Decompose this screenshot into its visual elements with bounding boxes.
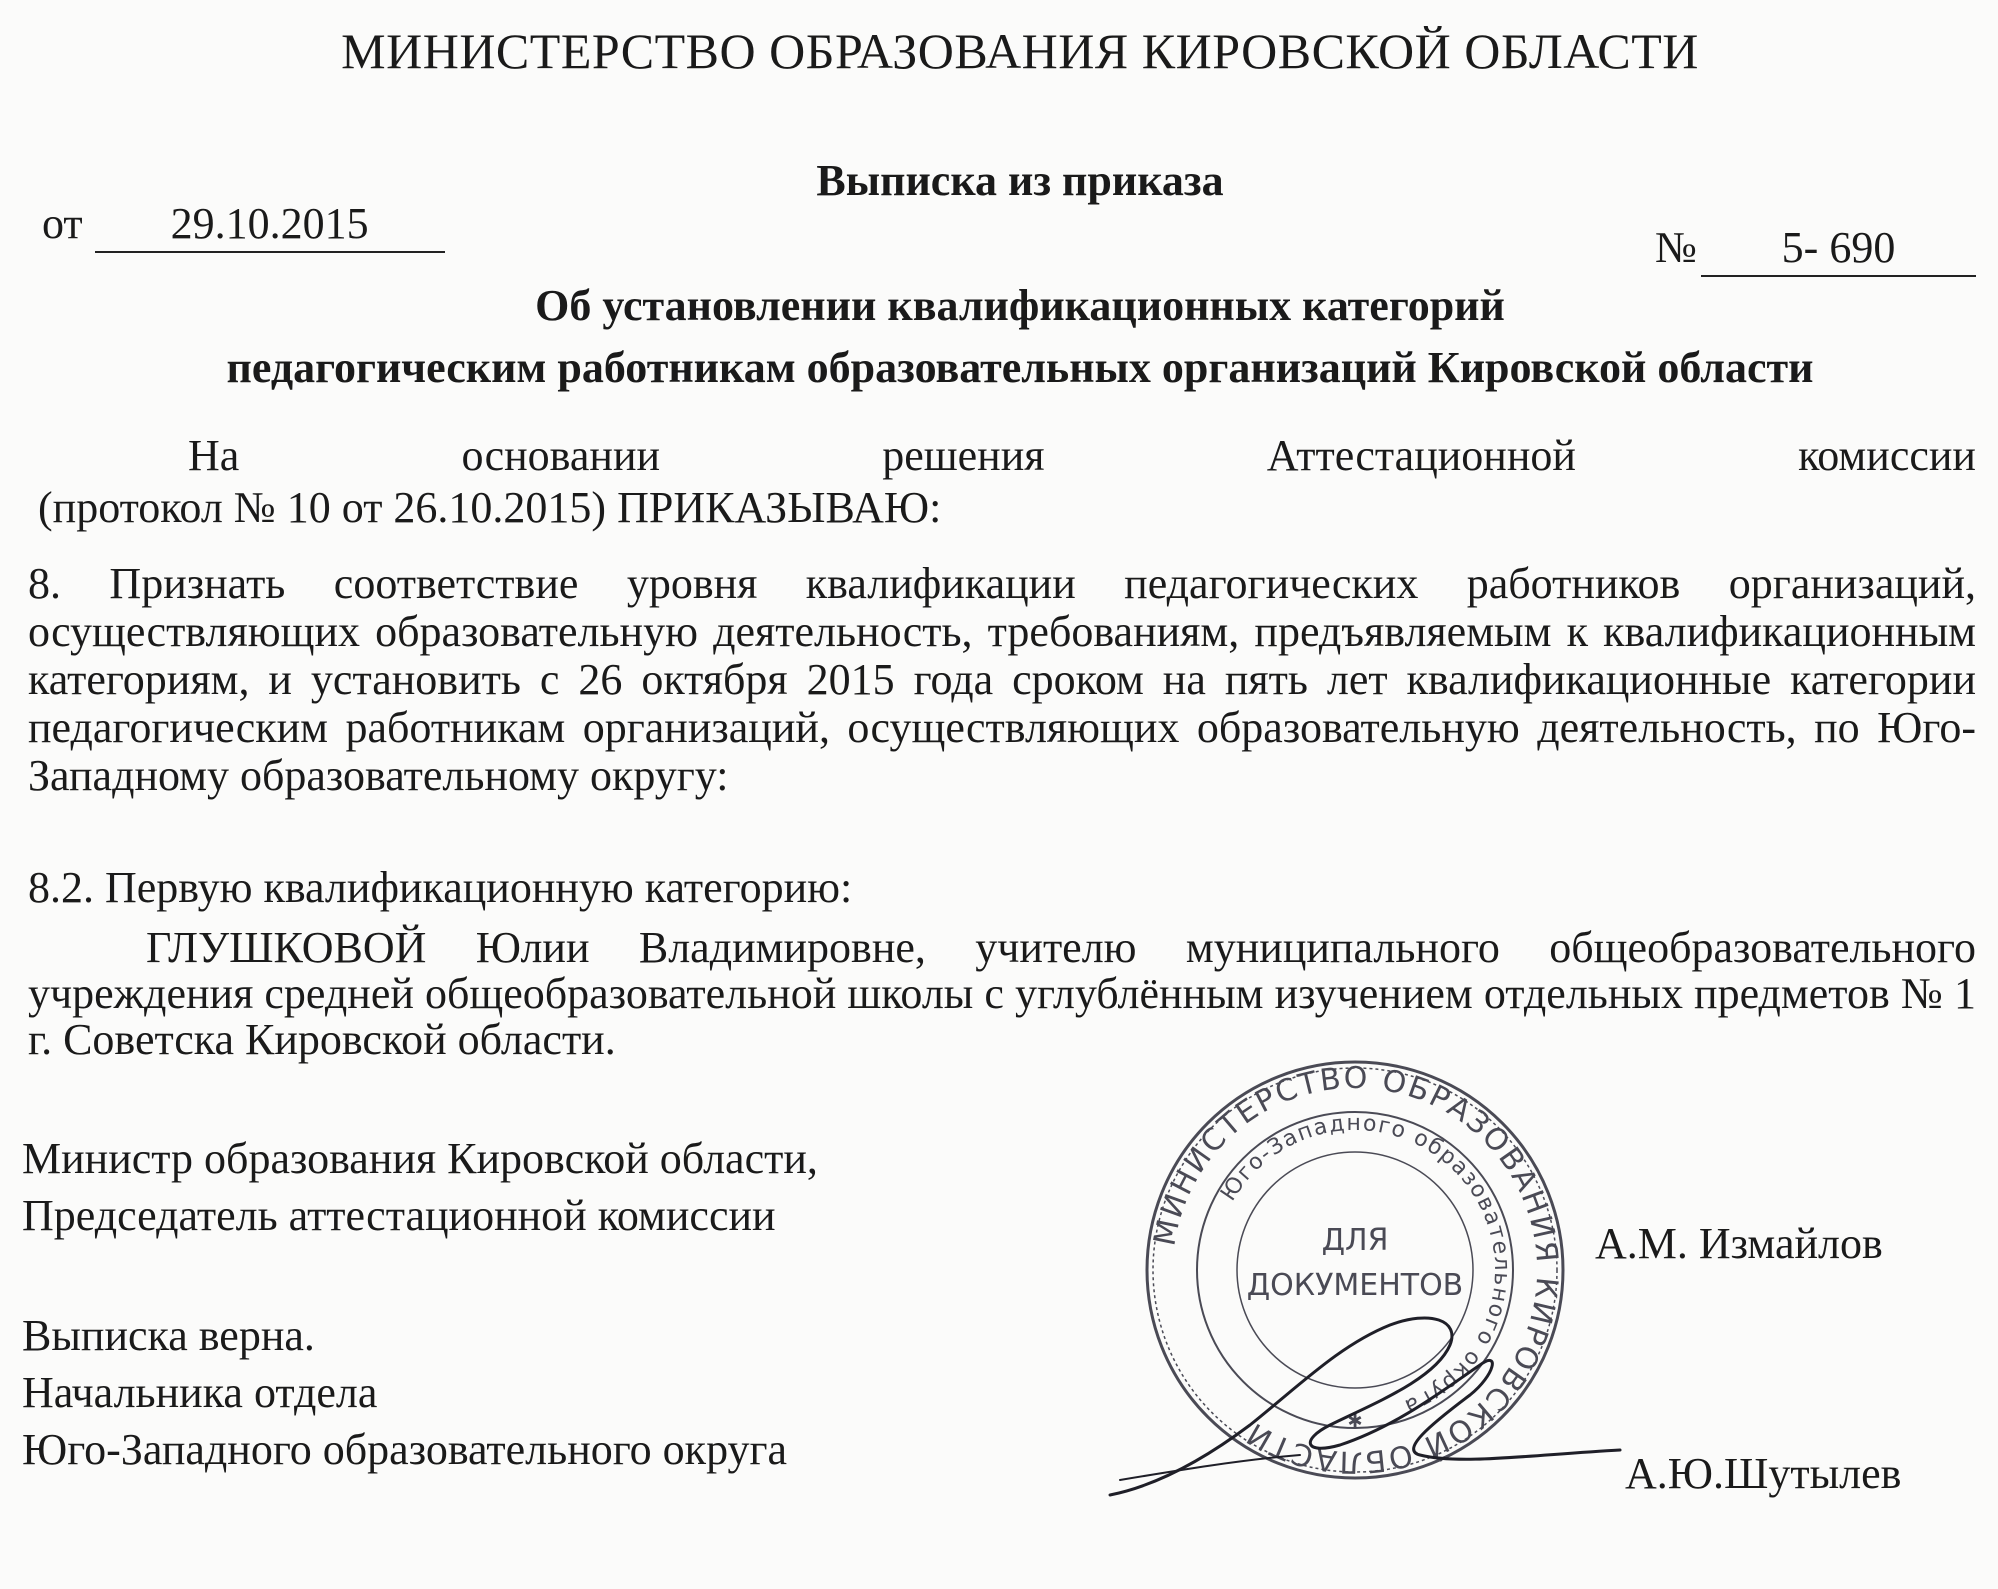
minister-title-2: Председатель аттестационной комиссии	[22, 1191, 776, 1240]
minister-name: А.М. Измайлов	[1595, 1219, 1883, 1268]
order-date-row	[42, 198, 445, 253]
paragraph-8-2: 8.2. Первую квалификационную категорию:	[28, 863, 853, 912]
order-subject	[0, 275, 1998, 399]
basis-word: комиссии	[1798, 431, 1976, 480]
stamp-outer-text: МИНИСТЕРСТВО ОБРАЗОВАНИЯ КИРОВСКОЙ ОБЛАСТИ	[1147, 1060, 1565, 1480]
basis-word: Аттестационной	[1266, 431, 1576, 480]
verification-note: Выписка верна.	[22, 1311, 315, 1360]
stamp-center-line-2: ДОКУМЕНТОВ	[1246, 1268, 1464, 1303]
verification-block	[22, 1307, 787, 1478]
verifier-title-1: Начальника отдела	[22, 1368, 378, 1417]
basis-word: На	[188, 431, 240, 480]
subject-line-2: педагогическим работникам образовательных организаций Кировской области	[226, 343, 1814, 392]
subject-line-1: Об установлении квалификационных категорий	[535, 281, 1505, 330]
document-type-title: Выписка из приказа	[816, 156, 1224, 205]
minister-signature-block	[22, 1130, 818, 1244]
order-number-row	[1655, 222, 1976, 277]
stamp-center-line-1: ДЛЯ	[1321, 1223, 1389, 1258]
date-prefix: от	[42, 199, 83, 248]
basis-word: решения	[882, 431, 1045, 480]
stamp-inner-text: Юго-Западного образовательного округа	[1216, 1110, 1515, 1420]
stamp-star-icon: ✱	[1347, 1411, 1363, 1432]
order-date: 29.10.2015	[95, 198, 445, 253]
order-number: 5- 690	[1701, 222, 1976, 277]
number-prefix: №	[1655, 223, 1697, 272]
protocol-line: (протокол № 10 от 26.10.2015) ПРИКАЗЫВАЮ:	[38, 483, 942, 532]
minister-title-1: Министр образования Кировской области,	[22, 1134, 818, 1183]
verifier-title-2: Юго-Западного образовательного округа	[22, 1425, 788, 1474]
verifier-name: А.Ю.Шутылев	[1625, 1449, 1902, 1498]
person-entry: ГЛУШКОВОЙ Юлии Владимировне, учителю муниципального общеобразовательного учреждения средней общеобразовательной школы с углублённым изучением отдельных предметов № 1 г. Советска Кировской области.	[28, 923, 1976, 1064]
basis-word: основании	[461, 431, 661, 480]
basis-line	[38, 430, 1976, 481]
paragraph-8: 8. Признать соответствие уровня квалификации педагогических работников организаций, осуществляющих образовательную деятельность, требованиям, предъявляемым к квалификационным категориям, и установить с 26 октября 2015 года сроком на пять лет квалификационные категории педагогическим работникам организаций, осуществляющих образовательную деятельность, по Юго-Западному образовательному округу:	[28, 559, 1976, 800]
handwritten-signature	[1100, 1255, 1660, 1515]
ministry-heading: МИНИСТЕРСТВО ОБРАЗОВАНИЯ КИРОВСКОЙ ОБЛАСТИ	[341, 23, 1699, 79]
